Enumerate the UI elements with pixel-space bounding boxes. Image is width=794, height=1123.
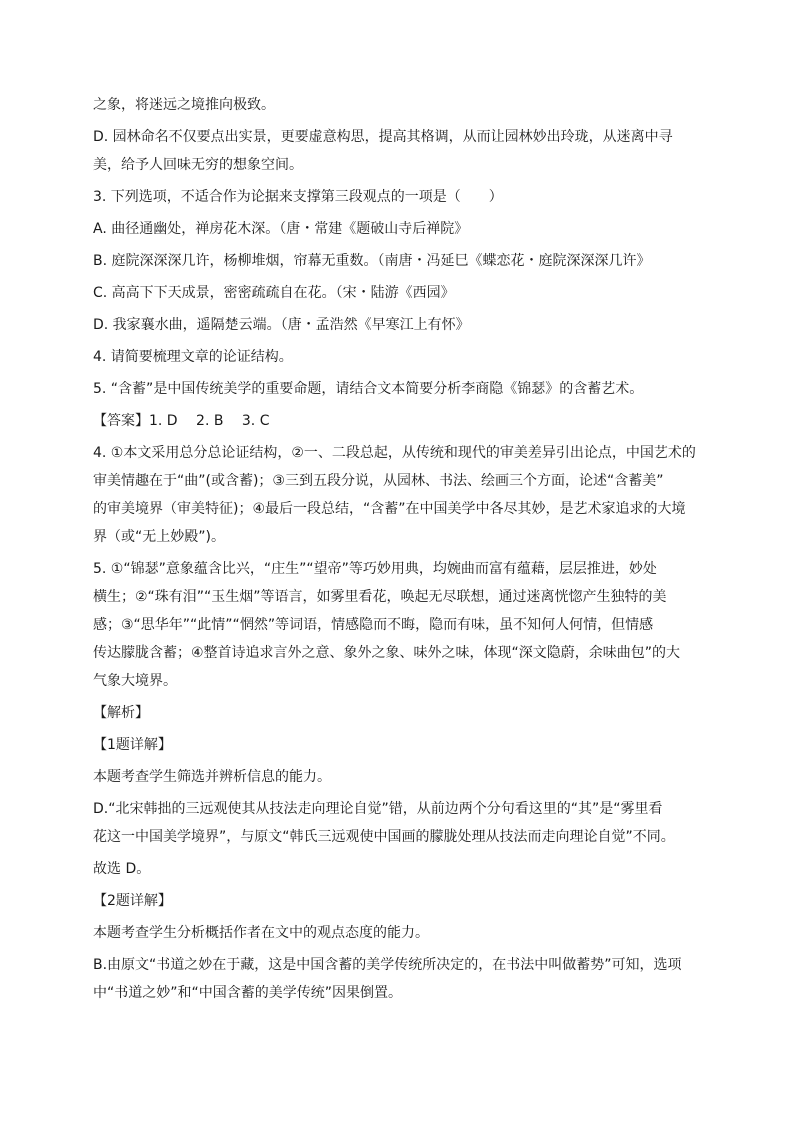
answer-5-line: 气象大境界。 bbox=[93, 673, 177, 689]
q1-detail-text: D.“北宋韩拙的三远观使其从技法走向理论自觉”错，从前边两个分句看这里的“其”是“雾里看 bbox=[93, 801, 663, 817]
q1-detail-text: 本题考查学生筛选并辨析信息的能力。 bbox=[93, 769, 331, 785]
question-4: 4. 请简要梳理文章的论证结构。 bbox=[93, 349, 293, 365]
answer-4-line: 审美情趣在于“曲”(或含蓄)；③三到五段分说，从园林、书法、绘画三个方面，论述“含蓄美” bbox=[93, 473, 664, 489]
q2-detail-text: B.由原文“书道之妙在于藏，这是中国含蓄的美学传统所决定的，在书法中叫做蓄势”可知，选项 bbox=[93, 957, 682, 973]
option-d: D. 我家襄水曲，遥隔楚云端。（唐・孟浩然《早寒江上有怀》 bbox=[93, 317, 470, 333]
answer-5-line: 感；③“思华年”“此情”“惘然”等词语，情感隐而不晦，隐而有味，虽不知何人何情，但情感 bbox=[93, 617, 654, 633]
answer-4-line: 的审美境界（审美特征)；④最后一段总结，“含蓄”在中国美学中各尽其妙，是艺术家追求的大境 bbox=[93, 501, 686, 517]
q1-detail-heading: 【1题详解】 bbox=[93, 737, 172, 753]
question-3: 3. 下列选项，不适合作为论据来支撑第三段观点的一项是（ ） bbox=[93, 189, 503, 205]
document-page bbox=[93, 97, 705, 1017]
answer-5-line: 5. ①“锦瑟”意象蕴含比兴，“庄生”“望帝”等巧妙用典，均婉曲而富有蕴藉，层层推进，妙处 bbox=[93, 561, 657, 577]
option-c: C. 高高下下天成景，密密疏疏自在花。（宋・陆游《西园》 bbox=[93, 285, 455, 301]
answer-5-line: 传达朦胧含蓄；④整首诗追求言外之意、象外之象、味外之味，体现“深文隐蔚，余味曲包”的大 bbox=[93, 645, 681, 661]
text-line: 之象，将迷远之境推向极致。 bbox=[93, 97, 275, 113]
answer-4-line: 界（或“无上妙殿”)。 bbox=[93, 529, 225, 545]
answer-4-line: 4. ①本文采用总分总论证结构，②一、二段总起，从传统和现代的审美差异引出论点，中国艺术的 bbox=[93, 445, 696, 461]
text-line: D. 园林命名不仅要点出实景，更要虚意构思，提高其格调，从而让园林妙出玲珑，从迷离中寻 bbox=[93, 129, 673, 145]
q2-detail-text: 本题考查学生分析概括作者在文中的观点态度的能力。 bbox=[93, 925, 429, 941]
question-5: 5. “含蓄”是中国传统美学的重要命题，请结合文本简要分析李商隐《锦瑟》的含蓄艺术。 bbox=[93, 381, 644, 397]
answer-heading: 【答案】1. D 2. B 3. C bbox=[93, 413, 270, 429]
option-a: A. 曲径通幽处，禅房花木深。（唐・常建《题破山寺后禅院》 bbox=[93, 221, 469, 237]
q1-detail-text: 故选 D。 bbox=[93, 861, 151, 877]
q2-detail-heading: 【2题详解】 bbox=[93, 893, 172, 909]
text-line: 美，给予人回味无穷的想象空间。 bbox=[93, 157, 303, 173]
answer-5-line: 横生；②“珠有泪”“玉生烟”等语言，如雾里看花，唤起无尽联想，通过迷离恍惚产生独特的美 bbox=[93, 589, 667, 605]
q1-detail-text: 花这一中国美学境界”，与原文“韩氏三远观使中国画的朦胧处理从技法而走向理论自觉”不同。 bbox=[93, 829, 675, 845]
option-b: B. 庭院深深深几许，杨柳堆烟，帘幕无重数。（南唐・冯延巳《蝶恋花・庭院深深深几许》 bbox=[93, 253, 651, 269]
analysis-heading: 【解析】 bbox=[93, 705, 149, 721]
q2-detail-text: 中“书道之妙”和“中国含蓄的美学传统”因果倒置。 bbox=[93, 985, 403, 1001]
